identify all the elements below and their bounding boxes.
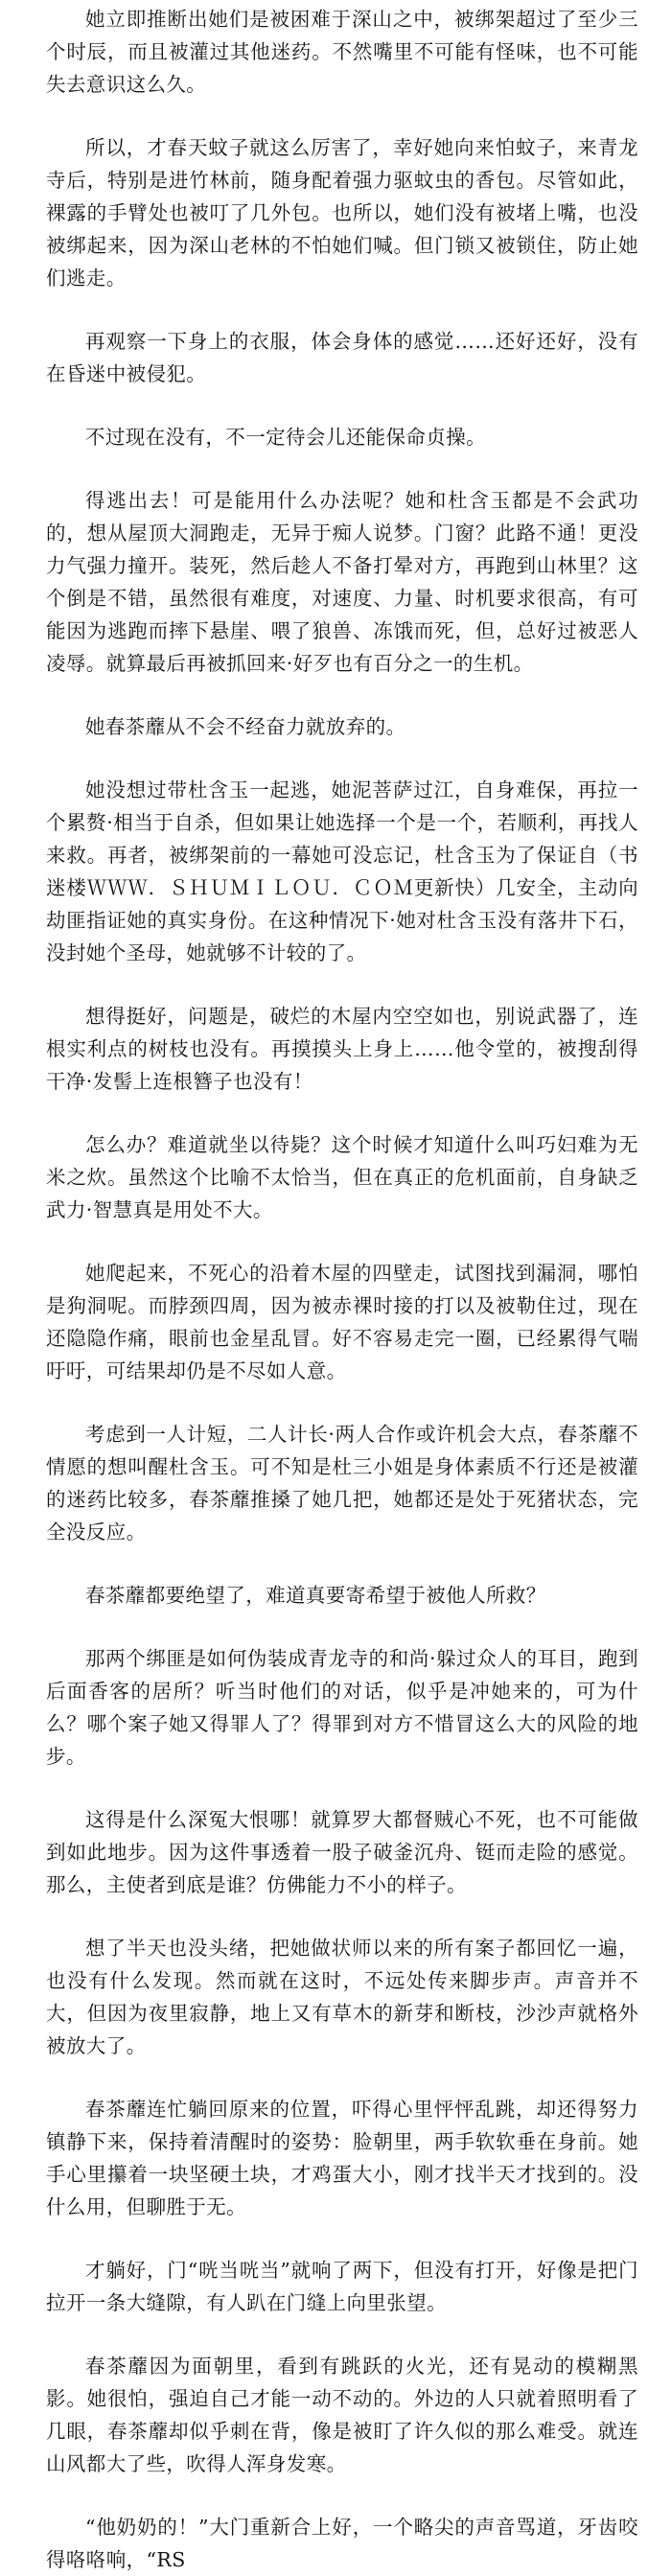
paragraph: 才躺好，门“咣当咣当”就响了两下，但没有打开，好像是把门拉开一条大缝隙，有人趴在门缝上向里张望。	[46, 2259, 638, 2314]
paragraph: “他奶奶的！”大门重新合上好，一个略尖的声音骂道，牙齿咬得咯咯响，“RS	[46, 2516, 638, 2571]
paragraph: 得逃出去！可是能用什么办法呢？她和杜含玉都是不会武功的，想从屋顶大洞跑走，无异于痴人说梦。门窗？此路不通！更没力气强力撞开。装死，然后趁人不备打晕对方，再跑到山林里？这个倒是不错，虽然很有难度，对速度、力量、时机要求很高，有可能因为逃跑而摔下悬崖、喂了狼兽、冻饿而死，但，总好过被恶人凌辱。就算最后再被抓回来·好歹也有百分之一的生机。	[46, 489, 638, 675]
paragraph: 她春茶蘼从不会不经奋力就放弃的。	[85, 715, 406, 738]
paragraph: 想得挺好，问题是，破烂的木屋内空空如也，别说武器了，连根实利点的树枝也没有。再摸摸头上身上……他令堂的，被搜刮得干净·发髻上连根簪子也没有！	[46, 1005, 638, 1093]
paragraph: 春茶蘼连忙躺回原来的位置，吓得心里怦怦乱跳，却还得努力镇静下来，保持着清醒时的姿势：脸朝里，两手软软垂在身前。她手心里攥着一块坚硬土块，才鸡蛋大小，刚才找半天才找到的。没什么用，但聊胜于无。	[46, 2098, 638, 2218]
paragraph: 春茶蘼因为面朝里，看到有跳跃的火光，还有晃动的模糊黑影。她很怕，强迫自己才能一动不动的。外边的人只就着照明看了几眼，春茶蘼却似乎刺在背，像是被盯了许久似的那么难受。就连山风都大了些，吹得人浑身发寒。	[46, 2355, 638, 2475]
paragraph: 那两个绑匪是如何伪装成青龙寺的和尚·躲过众人的耳目，跑到后面香客的居所？听当时他们的对话，似乎是冲她来的，可为什么？哪个案子她又得罪人了？得罪到对方不惜冒这么大的风险的地步。	[46, 1647, 638, 1768]
paragraph: 再观察一下身上的衣服，体会身体的感觉……还好还好，没有在昏迷中被侵犯。	[46, 330, 638, 385]
paragraph: 她立即推断出她们是被困难于深山之中，被绑架超过了至少三个时辰，而且被灌过其他迷药。不然嘴里不可能有怪味，也不可能失去意识这么久。	[46, 8, 638, 96]
paragraph: 考虑到一人计短，二人计长·两人合作或许机会大点，春茶蘼不情愿的想叫醒杜含玉。可不知是杜三小姐是身体素质不行还是被灌的迷药比较多，春茶蘼推搡了她几把，她都还是处于死猪状态，完全没反应。	[46, 1423, 638, 1543]
paragraph: 她没想过带杜含玉一起逃，她泥菩萨过江，自身难保，再拉一个累赘·相当于自杀，但如果让她选择一个是一个，若顺利，再找人来救。再者，被绑架前的一幕她可没忘记，杜含玉为了保证自（书迷楼ＷＷＷ．ＳＨＵＭＩＬＯＵ．ＣＯＭ更新快）几安全，主动向劫匪指证她的真实身份。在这种情况下·她对杜含玉没有落井下石，没封她个圣母，她就够不计较的了。	[46, 778, 638, 964]
paragraph: 怎么办？难道就坐以待毙？这个时候才知道什么叫巧妇难为无米之炊。虽然这个比喻不太恰当，但在真正的危机面前，自身缺乏武力·智慧真是用处不大。	[46, 1133, 638, 1221]
paragraph: 这得是什么深冤大恨哪！就算罗大都督贼心不死，也不可能做到如此地步。因为这件事透着一股子破釜沉舟、铤而走险的感觉。那么，主使者到底是谁？仿佛能力不小的样子。	[46, 1808, 638, 1896]
paragraph: 她爬起来，不死心的沿着木屋的四壁走，试图找到漏洞，哪怕是狗洞呢。而脖颈四周，因为被赤裸时接的打以及被勒住过，现在还隐隐作痛，眼前也金星乱冒。好不容易走完一圈，已经累得气喘吁吁，可结果却仍是不尽如人意。	[46, 1262, 638, 1382]
paragraph: 想了半天也没头绪，把她做状师以来的所有案子都回忆一遍，也没有什么发现。然而就在这时，不远处传来脚步声。声音并不大，但因为夜里寂静，地上又有草木的新芽和断枝，沙沙声就格外被放大了。	[46, 1937, 638, 2057]
paragraph: 所以，才春天蚊子就这么厉害了，幸好她向来怕蚊子，来青龙寺后，特别是进竹林前，随身配着强力驱蚊虫的香包。尽管如此，裸露的手臂处也被叮了几外包。也所以，她们没有被堵上嘴，也没被绑起来，因为深山老林的不怕她们喊。但门锁又被锁住，防止她们逃走。	[46, 136, 638, 290]
paragraph: 不过现在没有，不一定待会儿还能保命贞操。	[85, 426, 486, 449]
paragraph: 春茶蘼都要绝望了，难道真要寄希望于被他人所救？	[85, 1584, 546, 1607]
